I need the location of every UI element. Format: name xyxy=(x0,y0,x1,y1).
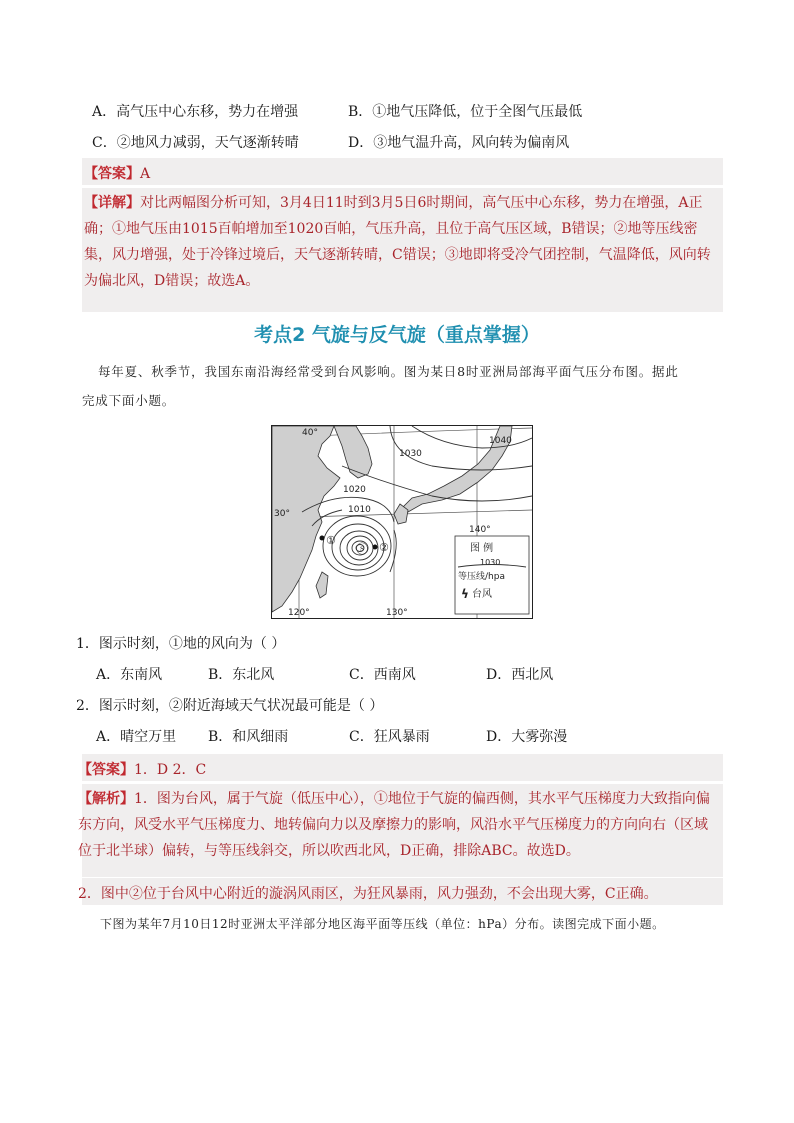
analysis-text-2: 2．图中②位于台风中心附近的漩涡风雨区，为狂风暴雨，风力强劲，不会出现大雾，C正确。 xyxy=(78,886,658,902)
lon-140-label: 140° xyxy=(469,525,491,535)
detail-text: 对比两幅图分析可知，3月4日11时到3月5日6时期间，高气压中心东移，势力在增强，A正确；①地气压由1015百帕增加至1020百帕，气压升高，且位于高气压区域，B错误；②地等压线密集，风力增强，处于冷锋过境后，天气逐渐转晴，C错误；③地即将受冷气团控制，气温降低，风向转为偏北风，D错误；故选A。 xyxy=(84,195,711,289)
legend-isobar-value: 1030 xyxy=(480,558,501,567)
lat-40-label: 40° xyxy=(302,428,318,438)
point-1-marker xyxy=(320,536,325,541)
detail-label: 【详解】 xyxy=(84,195,140,211)
q2-option-b: B．和风细雨 xyxy=(208,729,289,745)
answer-value: A xyxy=(140,166,151,182)
isobar-1030-label: 1030 xyxy=(399,449,422,459)
pressure-map-svg xyxy=(272,426,532,618)
q1-option-c: C．西南风 xyxy=(349,667,416,683)
prev-option-c: C．②地风力减弱，天气逐渐转晴 xyxy=(92,135,299,151)
legend-isobar-text: 等压线/hpa xyxy=(458,572,505,582)
intro-line-1: 每年夏、秋季节，我国东南沿海经常受到台风影响。图为某日8时亚洲局部海平面气压分布图。据此 xyxy=(98,364,679,379)
q2-option-d: D．大雾弥漫 xyxy=(486,729,568,745)
q1-option-b: B．东北风 xyxy=(208,667,275,683)
prev-answer xyxy=(84,163,150,183)
prev-option-b: B．①地气压降低，位于全图气压最低 xyxy=(348,104,583,120)
answer-2-label: 【答案】 xyxy=(78,762,134,778)
legend-title: 图 例 xyxy=(470,543,494,554)
q1-option-a: A．东南风 xyxy=(96,667,163,683)
taiwan-land xyxy=(316,572,328,598)
point-2-marker xyxy=(373,545,378,550)
section-title: 考点2 气旋与反气旋（重点掌握） xyxy=(254,324,540,346)
lat-30-label: 30° xyxy=(274,509,290,519)
q1-option-d: D．西北风 xyxy=(486,667,554,683)
question-2-stem: 2．图示时刻，②附近海域天气状况最可能是（ ） xyxy=(76,698,384,714)
point-2-label: ② xyxy=(379,541,389,554)
mainland-land xyxy=(272,426,340,612)
analysis xyxy=(78,786,720,864)
pressure-map xyxy=(271,425,533,619)
isobar-1020-label: 1020 xyxy=(343,485,366,495)
analysis-text-1: 1．图为台风，属于气旋（低压中心），①地位于气旋的偏西侧，其水平气压梯度力大致指向偏东方向，风受水平气压梯度力、地转偏向力以及摩擦力的影响，风沿水平气压梯度力的方向向右（区域位于北半球）偏转，与等压线斜交，所以吹西北风，D正确，排除ABC。故选D。 xyxy=(78,791,710,859)
lon-130-label: 130° xyxy=(386,608,408,618)
prev-detail xyxy=(84,190,720,294)
legend-typhoon-text: 台风 xyxy=(472,589,492,600)
analysis-label: 【解析】 xyxy=(78,791,134,807)
answer-2 xyxy=(78,759,206,779)
isobar-1010-label: 1010 xyxy=(348,505,371,515)
intro-line-2: 完成下面小题。 xyxy=(82,393,176,408)
point-1-label: ① xyxy=(326,534,336,547)
answer-label: 【答案】 xyxy=(84,166,140,182)
question-1-stem: 1．图示时刻，①地的风向为（ ） xyxy=(76,636,286,652)
lon-120-label: 120° xyxy=(288,608,310,618)
map-legend xyxy=(455,536,529,614)
typhoon-center-icon: ⓢ xyxy=(356,542,369,556)
next-intro: 下图为某年7月10日12时亚洲太平洋部分地区海平面等压线（单位：hPa）分布。读图完成下面小题。 xyxy=(100,917,665,931)
q2-option-a: A．晴空万里 xyxy=(96,729,177,745)
prev-option-a: A．高气压中心东移，势力在增强 xyxy=(92,104,299,120)
q2-option-c: C．狂风暴雨 xyxy=(349,729,430,745)
prev-answer-block xyxy=(82,158,723,185)
legend-typhoon-icon: ϟ xyxy=(461,587,469,601)
answer-2-value: 1．D 2．C xyxy=(134,762,207,778)
isobar-1040-label: 1040 xyxy=(489,436,512,446)
prev-option-d: D．③地气温升高，风向转为偏南风 xyxy=(348,135,570,151)
